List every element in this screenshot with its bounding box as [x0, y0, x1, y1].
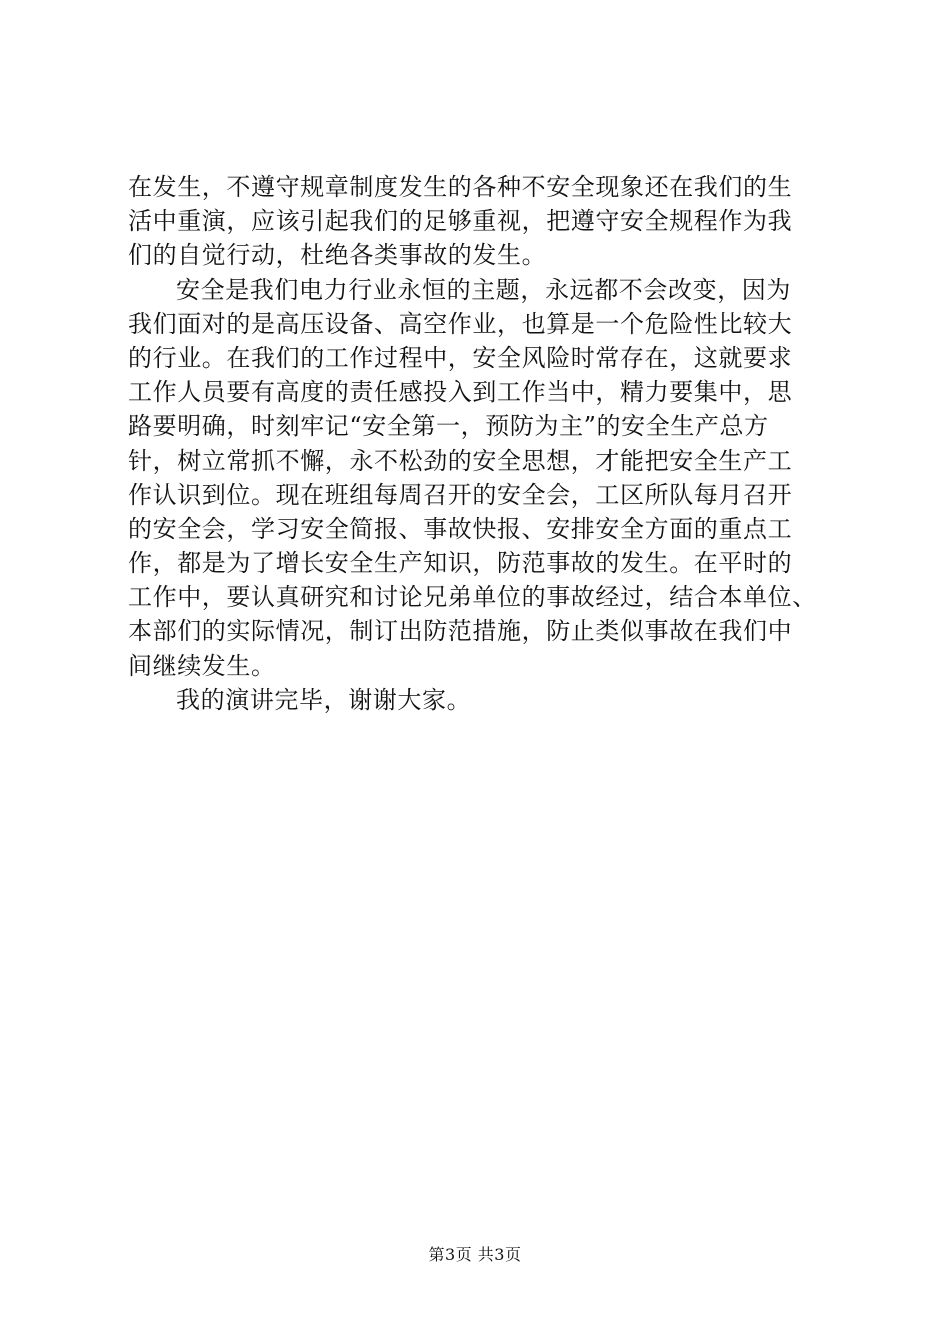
text-line: 针，树立常抓不懈，永不松劲的安全思想，才能把安全生产工	[128, 446, 793, 475]
text-line: 的安全会，学习安全简报、事故快报、安排安全方面的重点工	[128, 514, 793, 543]
paragraph-start-line: 安全是我们电力行业永恒的主题，永远都不会改变，因为	[176, 275, 791, 304]
text-line: 我们面对的是高压设备、高空作业，也算是一个危险性比较大	[128, 309, 793, 338]
text-line: 作，都是为了增长安全生产知识，防范事故的发生。在平时的	[128, 549, 793, 578]
text-line: 工作人员要有高度的责任感投入到工作当中，精力要集中，思	[128, 378, 793, 407]
text-line: 工作中，要认真研究和讨论兄弟单位的事故经过，结合本单位、	[128, 583, 817, 612]
document-body	[128, 170, 840, 717]
text-line: 在发生，不遵守规章制度发生的各种不安全现象还在我们的生	[128, 173, 793, 201]
text-line: 间继续发生。	[128, 651, 276, 680]
closing-line: 我的演讲完毕，谢谢大家。	[176, 685, 472, 714]
text-line: 的行业。在我们的工作过程中，安全风险时常存在，这就要求	[128, 343, 793, 372]
text-line: 活中重演，应该引起我们的足够重视，把遵守安全规程作为我	[128, 207, 793, 236]
text-line: 路要明确，时刻牢记“安全第一，预防为主”的安全生产总方	[128, 412, 769, 441]
text-line: 本部们的实际情况，制订出防范措施，防止类似事故在我们中	[128, 617, 793, 646]
page-footer: 第3页 共3页	[428, 1245, 522, 1264]
text-line: 们的自觉行动，杜绝各类事故的发生。	[128, 241, 547, 270]
text-line: 作认识到位。现在班组每周召开的安全会，工区所队每月召开	[128, 480, 793, 509]
